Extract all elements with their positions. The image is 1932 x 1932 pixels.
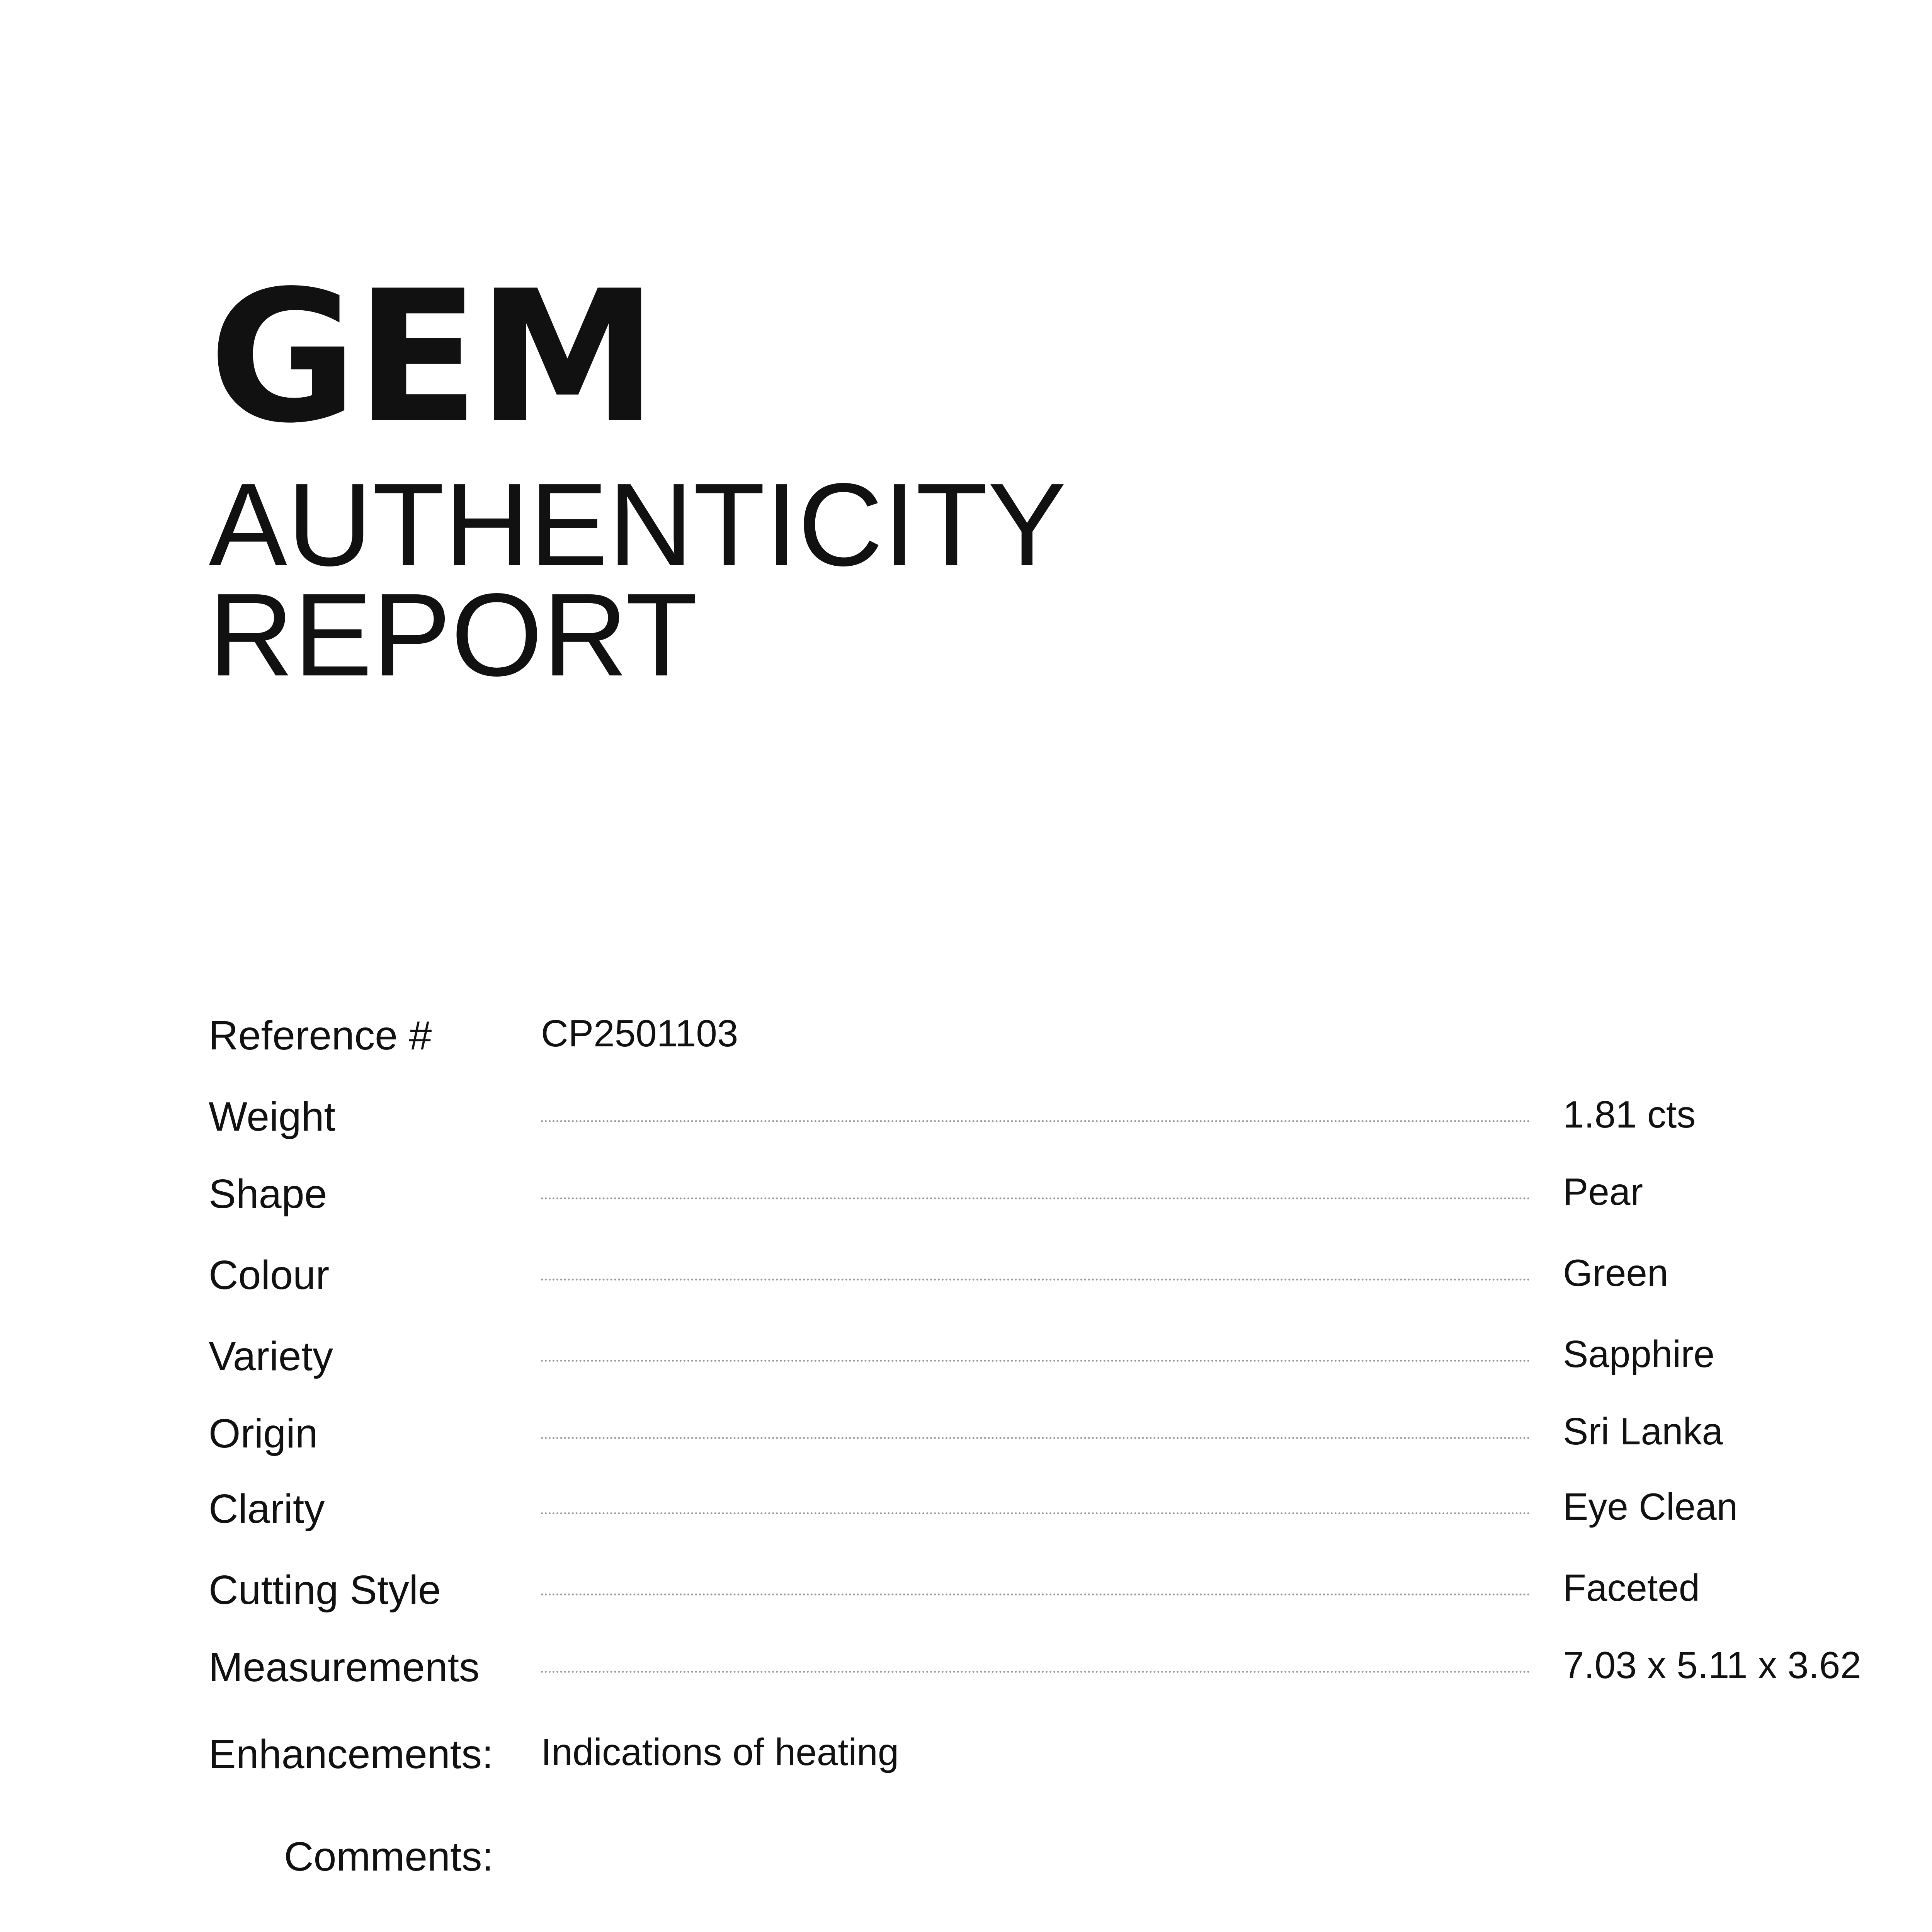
spec-value: Sri Lanka	[1563, 1410, 1723, 1452]
spec-value: 7.03 x 5.11 x 3.62	[1563, 1644, 1861, 1686]
enhancements-label: Enhancements:	[209, 1731, 493, 1777]
enhancements-row	[209, 1725, 1889, 1783]
reference-label: Reference #	[209, 1013, 432, 1058]
dotted-leader	[541, 1120, 1530, 1122]
spec-row-weight	[209, 1088, 1889, 1146]
spec-value: 1.81 cts	[1563, 1093, 1696, 1136]
spec-label: Cutting Style	[209, 1567, 441, 1613]
spec-row-origin	[209, 1405, 1889, 1463]
spec-label: Clarity	[209, 1486, 325, 1532]
spec-value: Sapphire	[1563, 1333, 1715, 1375]
spec-row-shape	[209, 1165, 1889, 1223]
dotted-leader	[541, 1360, 1530, 1362]
spec-label: Shape	[209, 1171, 327, 1217]
dotted-leader	[541, 1437, 1530, 1439]
spec-value: Pear	[1563, 1170, 1643, 1213]
report-title: GEM	[209, 252, 656, 463]
dotted-leader	[541, 1671, 1530, 1673]
spec-row-cutting-style	[209, 1561, 1889, 1619]
spec-label: Weight	[209, 1094, 335, 1139]
spec-label: Variety	[209, 1333, 333, 1379]
comments-label: Comments:	[284, 1834, 493, 1879]
spec-value: Eye Clean	[1563, 1485, 1738, 1528]
reference-row	[209, 1007, 1889, 1065]
spec-label: Origin	[209, 1411, 318, 1456]
spec-label: Measurements	[209, 1645, 480, 1690]
spec-label: Colour	[209, 1252, 330, 1298]
dotted-leader	[541, 1512, 1530, 1514]
spec-row-variety	[209, 1327, 1889, 1385]
enhancements-value: Indications of heating	[541, 1731, 899, 1773]
spec-row-colour	[209, 1246, 1889, 1304]
dotted-leader	[541, 1197, 1530, 1199]
spec-row-clarity	[209, 1480, 1889, 1538]
dotted-leader	[541, 1594, 1530, 1595]
spec-value: Faceted	[1563, 1566, 1700, 1609]
report-subtitle-line-1: AUTHENTICITY	[209, 459, 1066, 590]
spec-value: Green	[1563, 1252, 1668, 1294]
reference-value: CP2501103	[541, 1012, 738, 1054]
spec-row-measurements	[209, 1638, 1889, 1696]
report-subtitle-line-2: REPORT	[209, 569, 698, 701]
dotted-leader	[541, 1279, 1530, 1281]
